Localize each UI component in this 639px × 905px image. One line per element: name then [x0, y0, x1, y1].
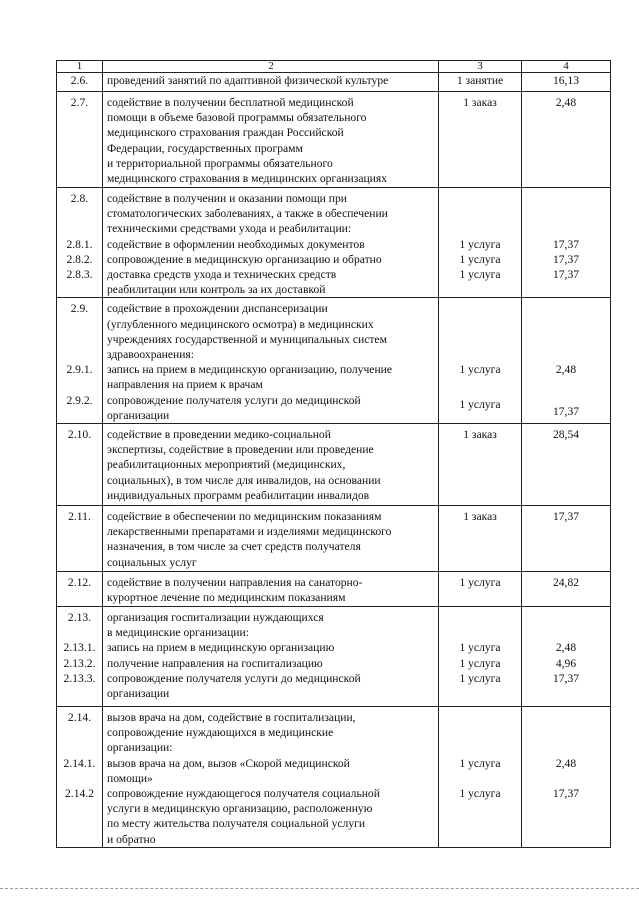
row-number: 2.7. — [57, 92, 103, 188]
row-description: содействие в получении направления на санаторно- курортное лечение по медицинским показаниям — [103, 572, 439, 607]
table-row-2-12 — [57, 572, 611, 607]
table-row-2-13 — [57, 607, 611, 707]
row-number: 2.14. 2.14.1. 2.14.2 — [57, 707, 103, 848]
table-row-2-14 — [57, 707, 611, 848]
header-col-4: 4 — [522, 61, 611, 73]
row-price: 16,13 — [522, 73, 611, 92]
row-price: 2,48 17,37 — [522, 298, 611, 424]
row-number: 2.10. — [57, 424, 103, 506]
row-price: 2,48 17,37 — [522, 707, 611, 848]
row-description: содействие в прохождении диспансеризации (углубленного медицинского осмотра) в медицинских учреждениях государственной и муниципальных систем здравоохранения: запись на прием в медицинскую организацию, получение направления на прием к врачам сопровождение получателя услуги до медицинской организации — [103, 298, 439, 424]
row-unit: 1 услуга 1 услуга — [439, 707, 522, 848]
row-description: содействие в проведении медико-социальной экспертизы, содействие в проведении или проведение реабилитационных мероприятий (медицинских, социальных), в том числе для инвалидов, на основании индивидуальных программ реабилитации инвалидов — [103, 424, 439, 506]
row-unit: 1 заказ — [439, 92, 522, 188]
table-row-2-8 — [57, 188, 611, 298]
table-row-2-6 — [57, 73, 611, 92]
table-row-2-10 — [57, 424, 611, 506]
row-unit: 1 услуга 1 услуга 1 услуга — [439, 607, 522, 707]
table-row-2-11 — [57, 506, 611, 572]
services-table — [56, 60, 611, 848]
table-header-row — [57, 61, 611, 73]
row-description: проведений занятий по адаптивной физической культуре — [103, 73, 439, 92]
header-col-2: 2 — [103, 61, 439, 73]
row-unit: 1 заказ — [439, 506, 522, 572]
table-row-2-7 — [57, 92, 611, 188]
row-price: 17,37 — [522, 506, 611, 572]
row-price: 17,37 17,37 17,37 — [522, 188, 611, 298]
row-number: 2.12. — [57, 572, 103, 607]
row-unit: 1 услуга 1 услуга — [439, 298, 522, 424]
header-col-1: 1 — [57, 61, 103, 73]
header-col-3: 3 — [439, 61, 522, 73]
table-row-2-9 — [57, 298, 611, 424]
row-price: 24,82 — [522, 572, 611, 607]
row-price: 2,48 4,96 17,37 — [522, 607, 611, 707]
row-description: вызов врача на дом, содействие в госпитализации, сопровождение нуждающихся в медицинские организации: вызов врача на дом, вызов «Скорой медицинской помощи» сопровождение нуждающегося получателя социальной услуги в медицинскую организацию, расположенную по месту жительства получателя социальной услуги и обратно — [103, 707, 439, 848]
row-description: содействие в обеспечении по медицинским показаниям лекарственными препаратами и изделиями медицинского назначения, в том числе за счет средств получателя социальных услуг — [103, 506, 439, 572]
bottom-dashed-line — [0, 888, 639, 889]
row-number: 2.9. 2.9.1. 2.9.2. — [57, 298, 103, 424]
row-number: 2.13. 2.13.1. 2.13.2. 2.13.3. — [57, 607, 103, 707]
row-description: содействие в получении и оказании помощи при стоматологических заболеваниях, а также в обеспечении техническими средствами ухода и реабилитации: содействие в оформлении необходимых документов сопровождение в медицинскую организацию и обратно доставка средств ухода и технических средств реабилитации или контроль за их доставкой — [103, 188, 439, 298]
row-unit: 1 заказ — [439, 424, 522, 506]
row-price: 28,54 — [522, 424, 611, 506]
row-price: 2,48 — [522, 92, 611, 188]
row-description: содействие в получении бесплатной медицинской помощи в объеме базовой программы обязательного медицинского страхования граждан Российской Федерации, государственных программ и территориальной программы обязательного медицинского страхования в медицинских организациях — [103, 92, 439, 188]
row-unit: 1 услуга 1 услуга 1 услуга — [439, 188, 522, 298]
row-unit: 1 занятие — [439, 73, 522, 92]
row-description: организация госпитализации нуждающихся в медицинские организации: запись на прием в медицинскую организацию получение направления на госпитализацию сопровождение получателя услуги до медицинской организации — [103, 607, 439, 707]
row-unit: 1 услуга — [439, 572, 522, 607]
row-number: 2.8. 2.8.1. 2.8.2. 2.8.3. — [57, 188, 103, 298]
row-number: 2.11. — [57, 506, 103, 572]
row-number: 2.6. — [57, 73, 103, 92]
